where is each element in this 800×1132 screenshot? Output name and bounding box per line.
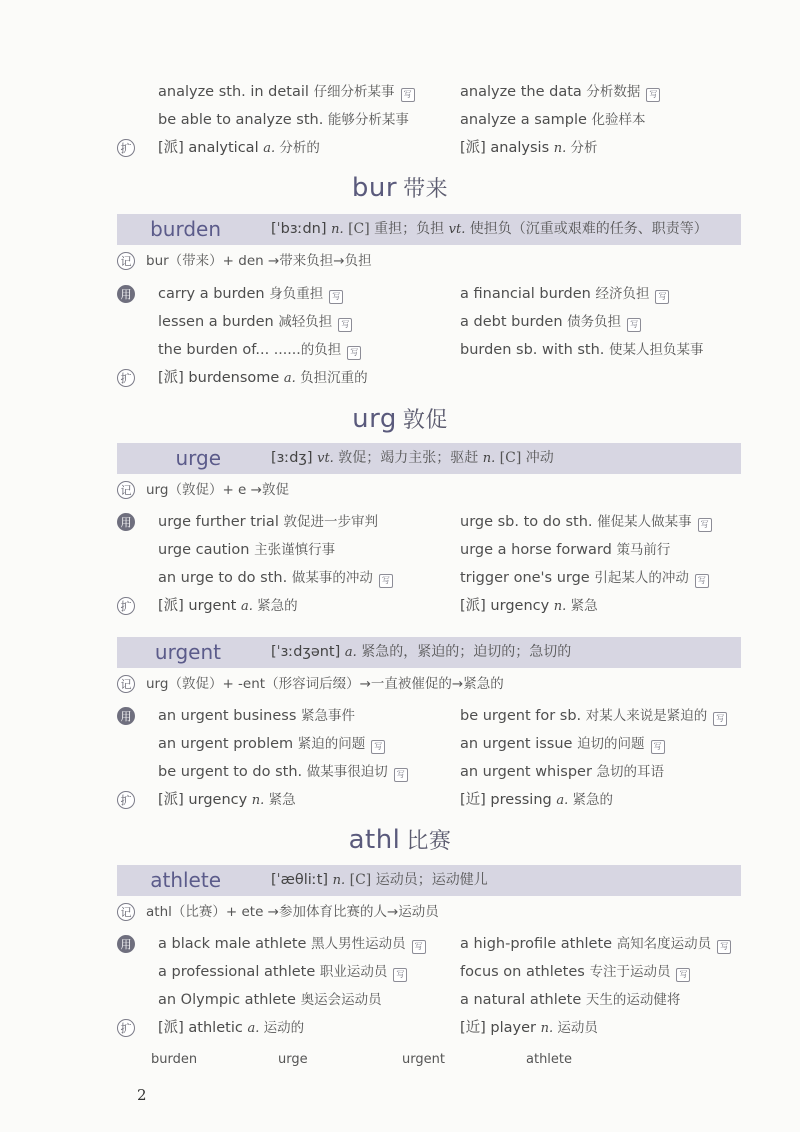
definition: [ˈbɜːdn] n. [C] 重担；负担 vt. 使担负（沉重或艰难的任务、职责等）: [271, 221, 708, 237]
usage-row: an Olympic athlete 奥运会运动员 a natural athlete 天生的运动健将: [158, 992, 681, 1008]
root-heading: urg 敦促: [352, 404, 448, 434]
writing-mark-icon: 写: [371, 740, 385, 754]
usage-row: the burden of... ……的负担 写 burden sb. with sth. 使某人担负某事: [158, 342, 704, 358]
extension-row: 扩 [派] burdensome a. 负担沉重的: [0, 366, 800, 390]
usage-row: an urge to do sth. 做某事的冲动 写 trigger one's urge 引起某人的冲动 写: [0, 566, 800, 590]
usage-row: be urgent to do sth. 做某事很迫切 写 an urgent whisper 急切的耳语: [158, 764, 665, 780]
writing-mark-icon: 写: [651, 740, 665, 754]
definition: [ˈæθliːt] n. [C] 运动员；运动健儿: [271, 872, 488, 888]
memory-row: 记 urg（敦促）+ -ent（形容词后缀）→一直被催促的→紧急的: [0, 672, 800, 696]
extension-row: 扩 [派] urgent a. 紧急的 [派] urgency n. 紧急: [0, 594, 800, 618]
extension-badge-icon: 扩: [117, 139, 135, 157]
extension-badge-icon: 扩: [117, 791, 135, 809]
headword: burden: [150, 217, 221, 241]
memory-badge-icon: 记: [117, 252, 135, 270]
usage-row: an urgent problem 紧迫的问题 写 an urgent issue 迫切的问题 写: [0, 732, 800, 756]
root-heading: bur 带来: [351, 173, 449, 203]
usage-badge-icon: 用: [117, 707, 135, 725]
memory-badge-icon: 记: [117, 675, 135, 693]
writing-mark-icon: 写: [347, 346, 361, 360]
extension-row: 扩 [派] analytical a. 分析的 [派] analysis n. 分析: [0, 136, 800, 160]
writing-mark-icon: 写: [713, 712, 727, 726]
extension-row: 扩 [派] athletic a. 运动的 [近] player n. 运动员: [0, 1016, 800, 1040]
usage-row: 用 a black male athlete 黑人男性运动员 写 a high-profile athlete 高知名度运动员 写: [0, 932, 800, 956]
writing-mark-icon: 写: [412, 940, 426, 954]
writing-mark-icon: 写: [646, 88, 660, 102]
headword: urgent: [154, 640, 221, 664]
writing-mark-icon: 写: [627, 318, 641, 332]
headword: urge: [175, 446, 221, 470]
writing-mark-icon: 写: [338, 318, 352, 332]
usage-row: analyze sth. in detail 仔细分析某事 写 analyze the data 分析数据 写: [0, 80, 800, 104]
extension-row: 扩 [派] urgency n. 紧急 [近] pressing a. 紧急的: [0, 788, 800, 812]
headword-bar: [117, 214, 741, 245]
usage-row: lessen a burden 减轻负担 写 a debt burden 债务负担 写: [0, 310, 800, 334]
writing-mark-icon: 写: [393, 968, 407, 982]
usage-row: a professional athlete 职业运动员 写 focus on athletes 专注于运动员 写: [0, 960, 800, 984]
usage-badge-icon: 用: [117, 935, 135, 953]
memory-row: 记 urg（敦促）+ e →敦促: [0, 478, 800, 502]
memory-row: 记 athl（比赛）+ ete →参加体育比赛的人→运动员: [0, 900, 800, 924]
footer-word: urge: [278, 1052, 308, 1067]
usage-row: be able to analyze sth. 能够分析某事 analyze a sample 化验样本: [158, 112, 646, 128]
writing-mark-icon: 写: [329, 290, 343, 304]
headword-bar: [117, 637, 741, 668]
root-heading: athl 比赛: [348, 825, 452, 855]
usage-badge-icon: 用: [117, 513, 135, 531]
memory-badge-icon: 记: [117, 481, 135, 499]
writing-mark-icon: 写: [394, 768, 408, 782]
usage-row: 用 carry a burden 身负重担 写 a financial burden 经济负担 写: [0, 282, 800, 306]
extension-badge-icon: 扩: [117, 597, 135, 615]
headword-bar: [117, 865, 741, 896]
page-number: 2: [137, 1086, 147, 1104]
extension-badge-icon: 扩: [117, 369, 135, 387]
footer-word: urgent: [402, 1052, 445, 1067]
writing-mark-icon: 写: [379, 574, 393, 588]
memory-badge-icon: 记: [117, 903, 135, 921]
footer-word: athlete: [526, 1052, 573, 1067]
extension-badge-icon: 扩: [117, 1019, 135, 1037]
usage-row: 用 urge further trial 敦促进一步审判 urge sb. to do sth. 催促某人做某事 写: [0, 510, 800, 534]
headword-bar: [117, 443, 741, 474]
writing-mark-icon: 写: [698, 518, 712, 532]
writing-mark-icon: 写: [655, 290, 669, 304]
usage-badge-icon: 用: [117, 285, 135, 303]
definition: [ˈɜːdʒənt] a. 紧急的，紧迫的；迫切的；急切的: [271, 644, 572, 660]
writing-mark-icon: 写: [401, 88, 415, 102]
writing-mark-icon: 写: [717, 940, 731, 954]
writing-mark-icon: 写: [695, 574, 709, 588]
usage-row: urge caution 主张谨慎行事 urge a horse forward 策马前行: [158, 542, 671, 558]
memory-row: 记 bur（带来）+ den →带来负担→负担: [0, 249, 800, 273]
footer-word: burden: [151, 1052, 198, 1067]
headword: athlete: [150, 868, 221, 892]
definition: [ɜːdʒ] vt. 敦促；竭力主张；驱赶 n. [C] 冲动: [271, 450, 554, 466]
usage-row: 用 an urgent business 紧急事件 be urgent for sb. 对某人来说是紧迫的 写: [0, 704, 800, 728]
writing-mark-icon: 写: [676, 968, 690, 982]
